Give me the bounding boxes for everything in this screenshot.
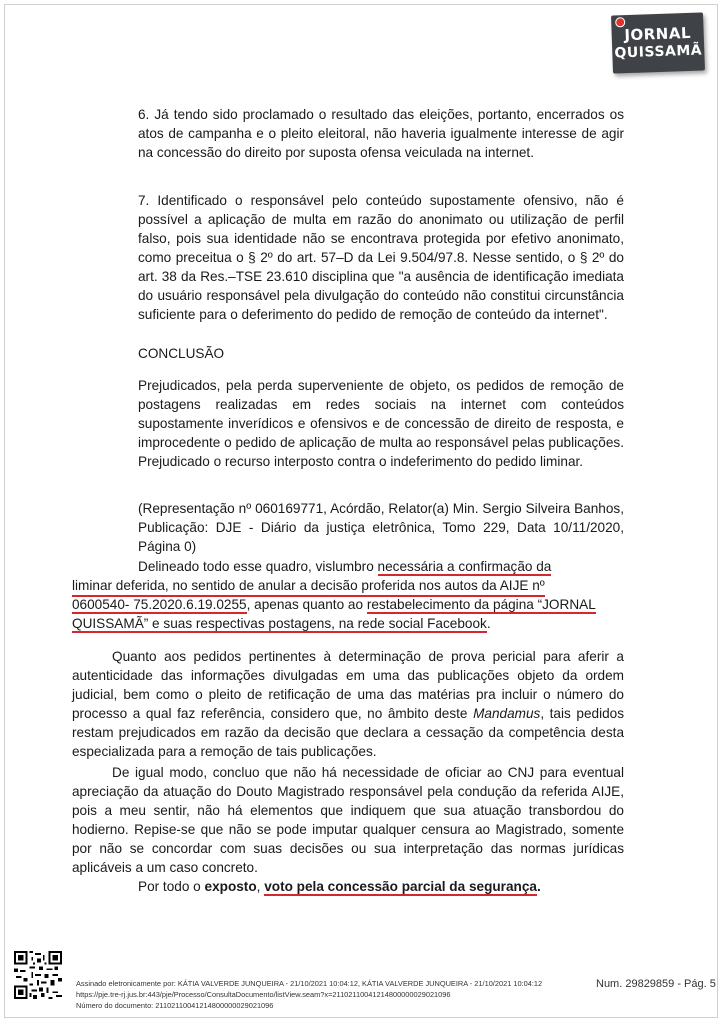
delineado-line-1 — [138, 557, 551, 576]
paragraph-6: 6. Já tendo sido proclamado o resultado das eleições, portanto, encerrados os atos de campanha e o pleito eleitoral, não haveria igualmente interesse de agir na concessão do direito por suposta ofensa veiculada na internet. — [138, 107, 624, 160]
delineado-text-2: , apenas quanto ao — [246, 597, 367, 612]
footer-document-number: Número do documento: 21102110041214800000029021096 — [76, 1001, 274, 1010]
delineado-line-3 — [72, 595, 596, 614]
highlight-confirmacao: necessária a confirmação da — [377, 559, 552, 574]
logo-line-1: JORNAL — [624, 23, 692, 45]
final-a: Por todo o — [138, 879, 205, 894]
footer-url[interactable]: https://pje.tre-rj.jus.br:443/pje/Processo/ConsultaDocumento/listView.seam?x=21102110041214800000029021096 — [76, 990, 451, 999]
quanto-text-b: , tais pedidos restam prejudicados em razão da decisão que declara a cessação da competência desta especializada para a remoção de tais publicações. — [72, 706, 625, 759]
igual-paragraph: De igual modo, concluo que não há necessidade de oficiar ao CNJ para eventual apreciação da atuação do Douto Magistrado responsável pela condução da referida AIJE, pois a meu sentir, não há elementos que indiquem que sua atuação transbordou do hodierno. Repise-se que não se pode imputar qualquer censura ao Magistrado, somente por não se concordar com suas decisões ou sua interpretação das normas jurídicas aplicáveis a um caso concreto. — [72, 765, 624, 875]
final-exposto: exposto — [204, 879, 257, 894]
final-voto: voto pela concessão parcial da segurança — [264, 879, 537, 894]
process-number: 0600540- 75.2020.6.19.0255 — [72, 597, 247, 612]
quanto-paragraph — [72, 647, 624, 761]
final-e: . — [536, 879, 541, 894]
delineado-end: . — [486, 616, 491, 631]
highlight-restabelecimento: restabelecimento da página “JORNAL — [366, 597, 596, 612]
final-vote — [138, 877, 541, 896]
footer-signature: Assinado eletronicamente por: KÁTIA VALVERDE JUNQUEIRA - 21/10/2021 10:04:12, KÁTIA VALVERDE JUNQUEIRA - 21/10/2021 10:04:12 — [76, 979, 543, 988]
jornal-quissama-logo — [611, 12, 705, 73]
highlight-facebook: QUISSAMÃ” e suas respectivas postagens, na rede social Facebook — [72, 616, 487, 631]
conclusion-text: Prejudicados, pela perda superveniente de objeto, os pedidos de remoção de postagens realizadas em redes sociais na internet com conteúdos supostamente inverídicos e ofensivos e de concessão de direito de resposta, e improcedente o pedido de aplicação de multa ao responsável pelas publicações. Prejudicado o recurso interposto contra o indeferimento do pedido liminar. — [138, 378, 624, 469]
delineado-line-4 — [72, 614, 491, 633]
conclusion-heading: CONCLUSÃO — [138, 346, 225, 361]
delineado-text: Delineado todo esse quadro, vislumbro — [138, 559, 378, 574]
mandamus-italic: Mandamus — [473, 706, 541, 721]
qr-code-icon — [14, 951, 62, 999]
quanto-text-a: Quanto aos pedidos pertinentes à determinação de prova pericial para aferir a autenticidade das informações divulgadas em uma das publicações objeto da ordem judicial, bem como o pleito de retificação de uma das matérias pra incluir o número do processo a qual faz referência, considero que, no âmbito deste — [72, 649, 624, 721]
paragraph-7: 7. Identificado o responsável pelo conteúdo supostamente ofensivo, não é possível a aplicação de multa em razão do anonimato ou utilização de perfil falso, pois sua identidade não se encontrava protegida por efetivo anonimato, como preceitua o § 2º do art. 57–D da Lei 9.504/97.8. Nesse sentido, o § 2º do art. 38 da Res.–TSE 23.610 disciplina que "a ausência de identificação imediata do usuário responsável pela divulgação do conteúdo não constitui circunstância suficiente para o deferimento do pedido de remoção de conteúdo da internet". — [138, 193, 624, 322]
page-number: Num. 29829859 - Pág. 5 — [596, 978, 716, 990]
citation: (Representação nº 060169771, Acórdão, Relator(a) Min. Sergio Silveira Banhos, Publicação: DJE - Diário da justiça eletrônica, Tomo 229, Data 10/11/2020, Página 0) — [138, 501, 624, 554]
delineado-line-2: liminar deferida, no sentido de anular a decisão proferida nos autos da AIJE nº — [72, 576, 545, 597]
logo-line-2: QUISSAMÃ — [614, 42, 703, 62]
final-c: , — [256, 879, 265, 894]
